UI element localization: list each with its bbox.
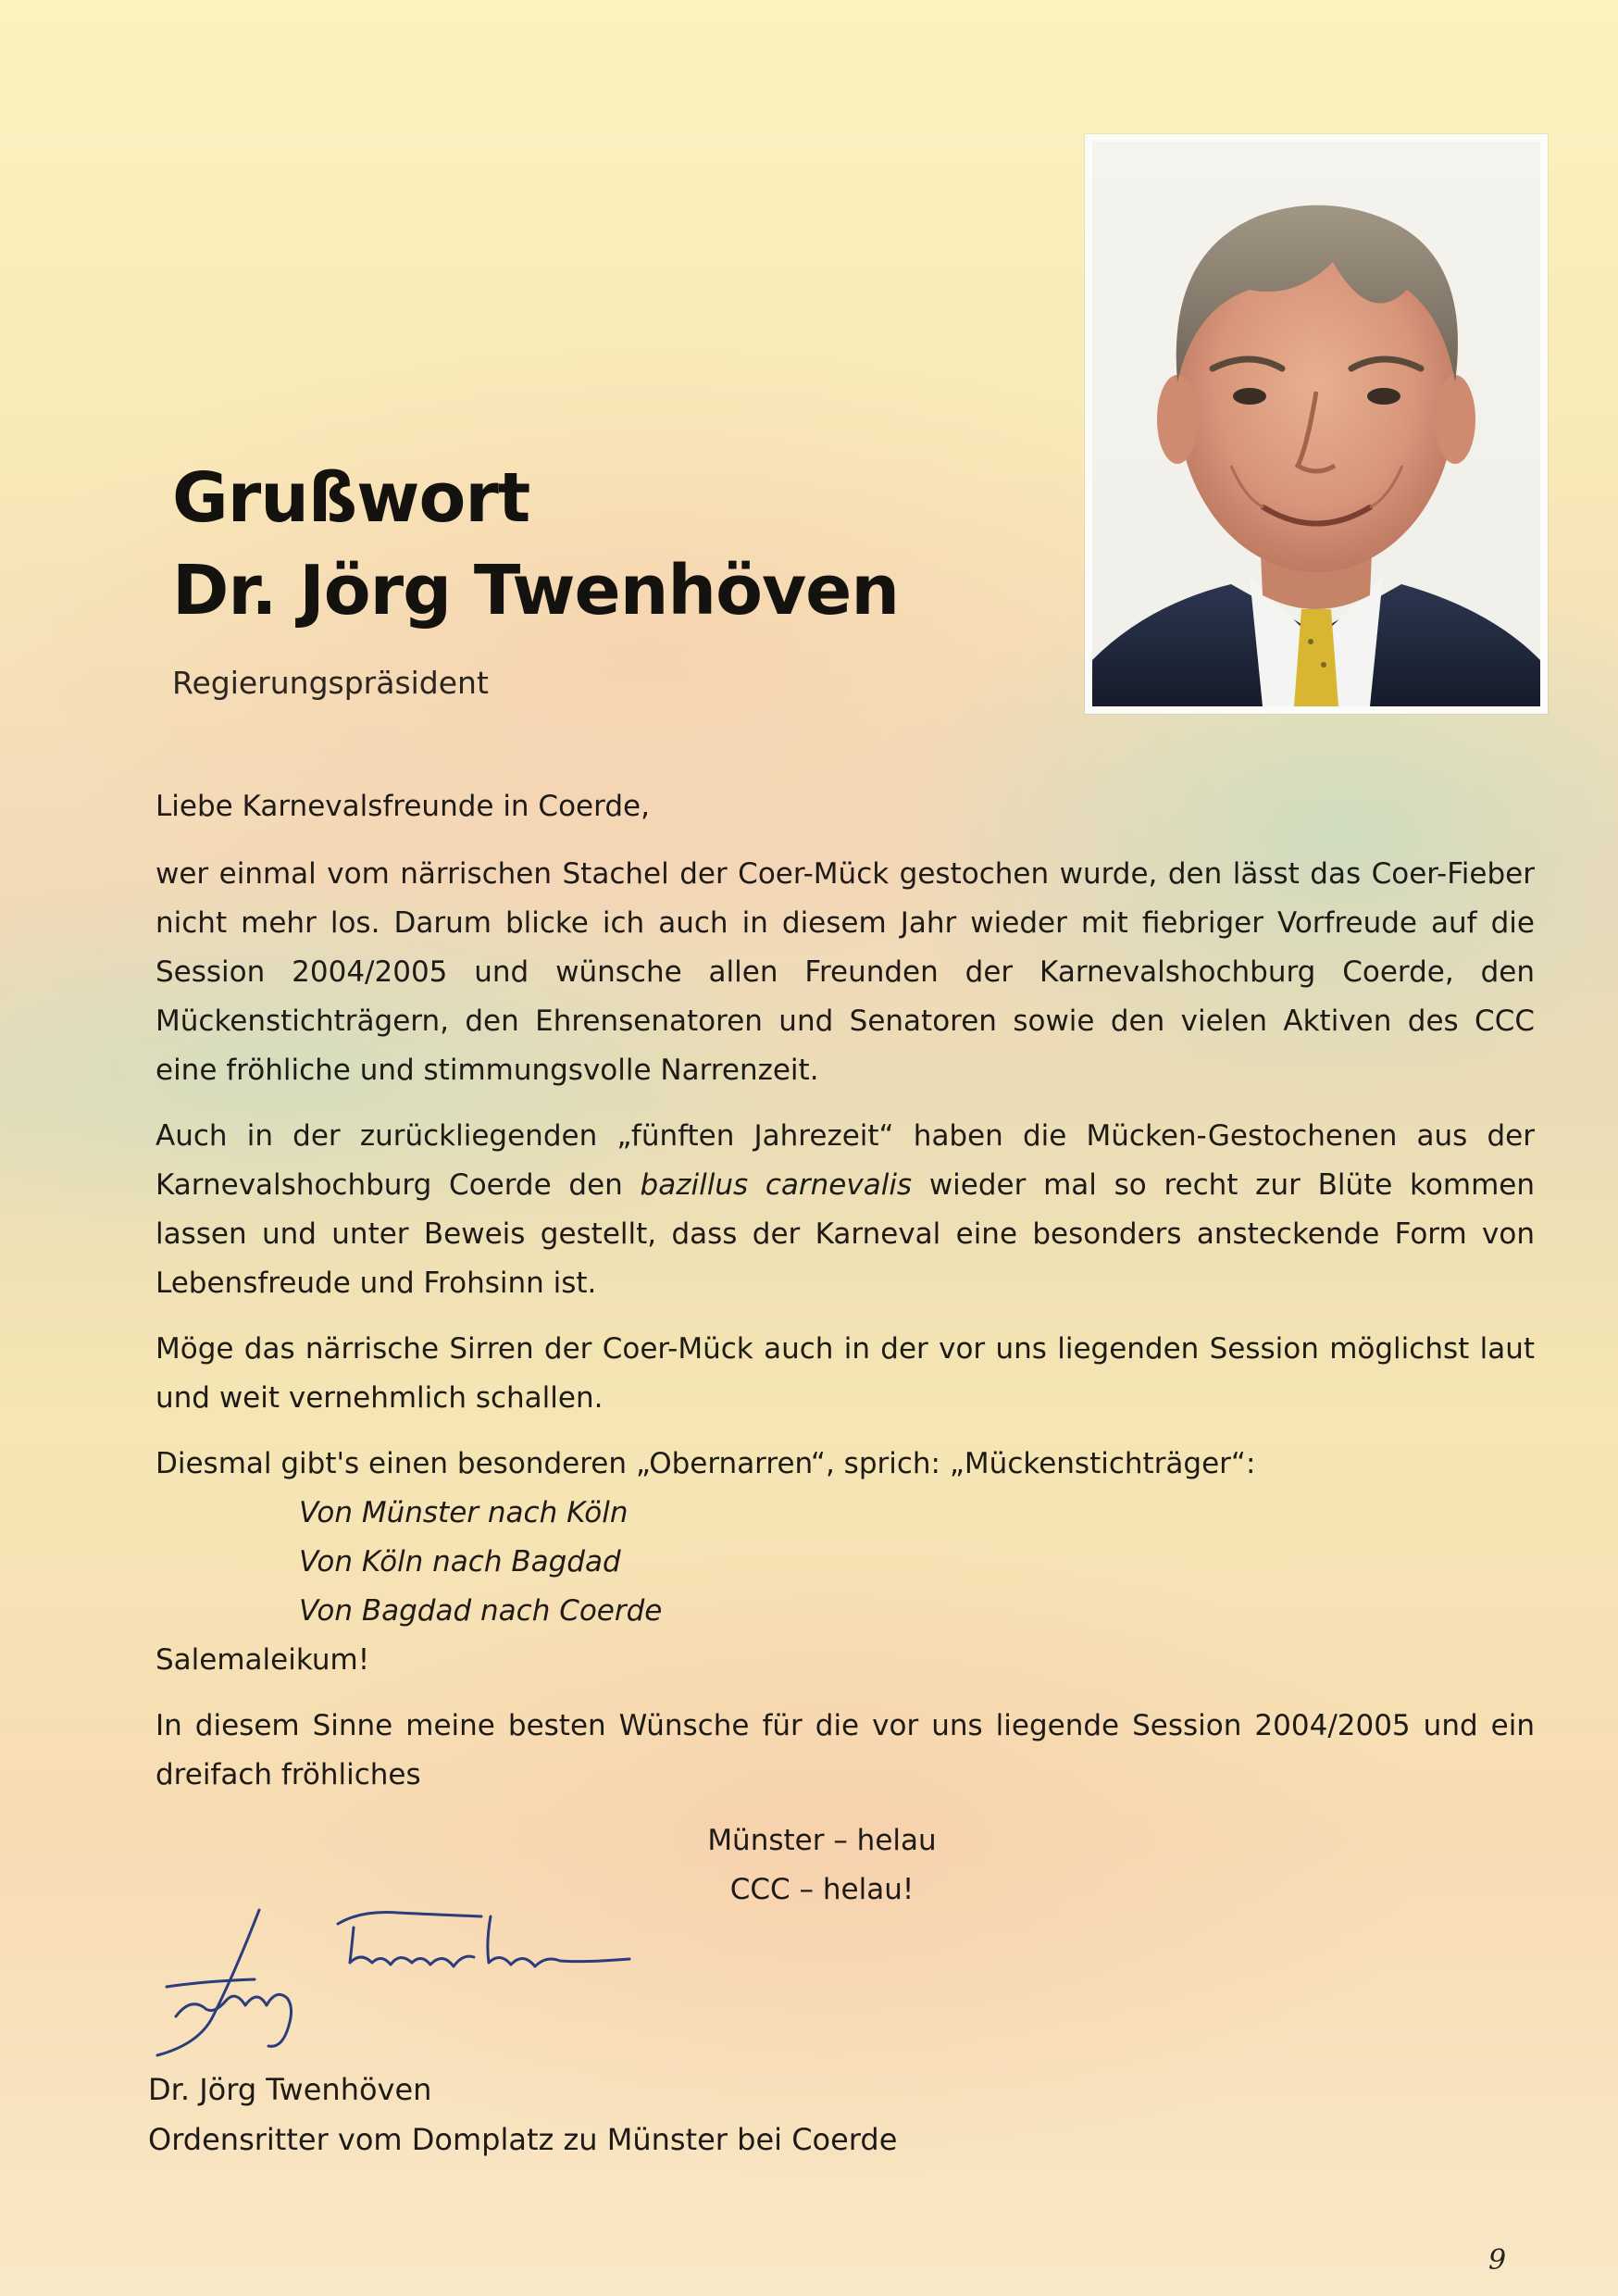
greeting: Salemaleikum! [156,1643,370,1677]
paragraph-2 [156,1112,1535,1308]
signature-block [148,2065,897,2165]
paragraph-5: In diesem Sinne meine besten Wünsche für die vor uns liegende Session 2004/2005 und ein dreifach fröhliches [156,1709,1535,1791]
title-line-2: Dr. Jörg Twenhöven [172,551,900,630]
closing-line-2: CCC – helau! [729,1873,915,1906]
verse-line-3: Von Bagdad nach Coerde [299,1594,663,1628]
portrait-photo [1092,142,1540,706]
verse-line-1: Von Münster nach Köln [299,1496,629,1529]
signatory-name: Dr. Jörg Twenhöven [148,2072,432,2107]
letter-body [156,782,1535,1915]
paragraph-4: Diesmal gibt's einen besonderen „Obernarren“, sprich: „Mückenstichträger“: [156,1447,1256,1480]
portrait-illustration [1092,142,1540,706]
title-line-1: Grußwort [172,458,530,538]
page-title [172,452,899,637]
paragraph-2-text-a: Auch in der zurückliegenden „fünften Jahrezeit“ haben die Mücken-Gestochenen aus der Karnevalshochburg Coerde den [156,1119,1535,1202]
author-role: Regierungspräsident [172,665,489,701]
handwritten-signature [148,1896,666,2063]
closing-line-1: Münster – helau [707,1824,937,1857]
signatory-title: Ordensritter vom Domplatz zu Münster bei Coerde [148,2122,898,2157]
verse-line-2: Von Köln nach Bagdad [299,1545,621,1578]
salutation: Liebe Karnevalsfreunde in Coerde, [156,790,650,823]
paragraph-1: wer einmal vom närrischen Stachel der Coer-Mück gestochen wurde, den lässt das Coer-Fieber nicht mehr los. Darum blicke ich auch in diesem Jahr wieder mit fiebriger Vorfreude auf die Session 2004/2005 und wünsche allen Freunden der Karnevalshochburg Coerde, den Mückenstichträgern, den Ehrensenatoren und Senatoren sowie den vielen Aktiven des CCC eine fröhliche und stimmungsvolle Narrenzeit. [156,857,1535,1087]
paragraph-3: Möge das närrische Sirren der Coer-Mück auch in der vor uns liegenden Session möglichst laut und weit vernehmlich schallen. [156,1332,1535,1415]
page-number: 9 [1488,2244,1507,2277]
paragraph-2-italic: bazillus carnevalis [640,1168,913,1202]
paragraph-2-text-b: wieder mal so recht zur Blüte kommen lassen und unter Beweis gestellt, dass der Karneval eine besonders ansteckende Form von Lebensfreude und Frohsinn ist. [156,1168,1535,1300]
portrait-frame [1085,134,1548,714]
